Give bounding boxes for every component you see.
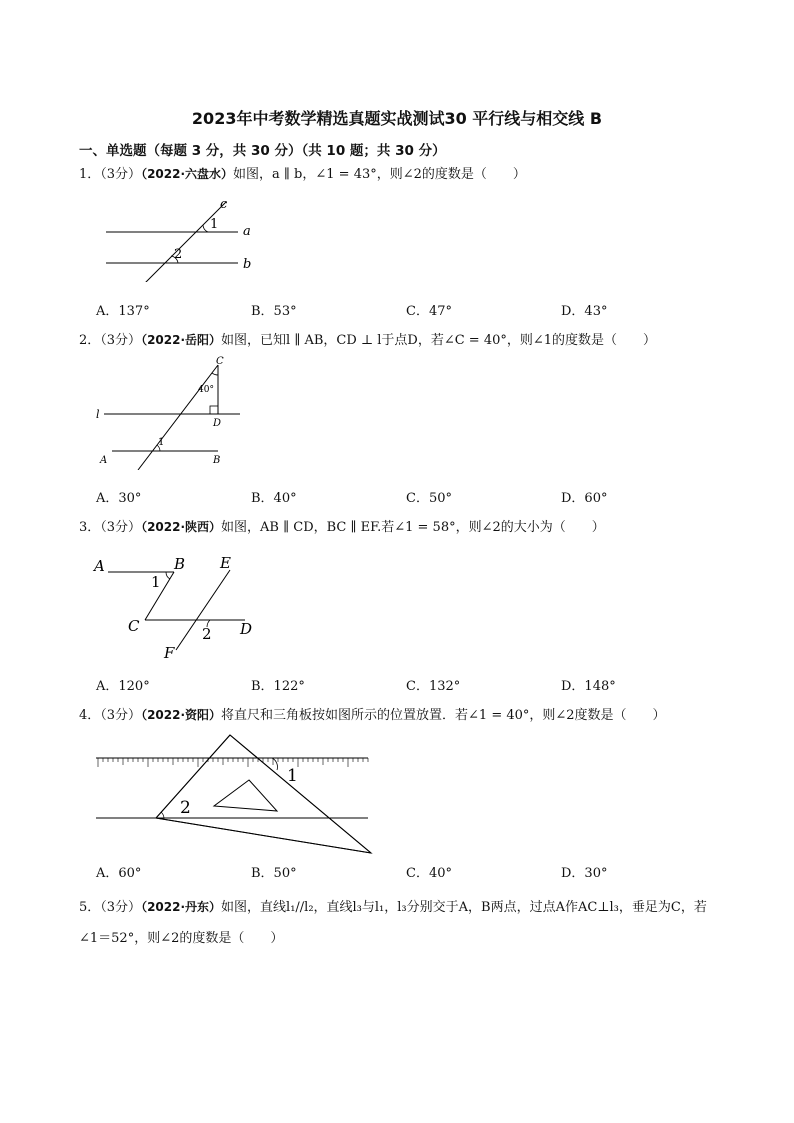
options-q1	[96, 300, 716, 320]
options-q4	[96, 862, 716, 882]
question-text: 如图，已知l ∥ AB，CD ⊥ l于点D，若∠C = 40°，则∠1的度数是（ ）	[221, 333, 657, 348]
label-C: C	[128, 617, 140, 635]
label-F: F	[164, 644, 175, 662]
question-source: （2022·岳阳）	[141, 333, 222, 347]
question-4	[79, 704, 724, 727]
label-D: D	[240, 620, 253, 638]
label-c: c	[220, 197, 228, 212]
question-text: 将直尺和三角板按如图所示的位置放置．若∠1 = 40°，则∠2度数是（ ）	[221, 708, 666, 723]
label-B: B	[213, 455, 221, 466]
figure-q4	[94, 732, 376, 858]
option-a[interactable]: A．137°	[96, 304, 150, 319]
label-D: D	[213, 418, 222, 429]
page-title: 2023年中考数学精选真题实战测试30 平行线与相交线 B	[191, 109, 603, 128]
options-q3	[96, 675, 716, 695]
question-1	[79, 163, 724, 186]
question-number: 5．	[79, 900, 101, 915]
question-text: 如图，a ∥ b，∠1 = 43°，则∠2的度数是（ ）	[233, 167, 526, 182]
label-angle-2: 2	[180, 798, 191, 818]
option-d[interactable]: D．43°	[561, 304, 608, 319]
label-l: l	[96, 408, 100, 421]
question-source: （2022·丹东）	[141, 900, 222, 914]
section-heading: 一、单选题（每题 3 分，共 30 分）（共 10 题；共 30 分）	[79, 143, 446, 159]
figure-q1	[96, 192, 266, 282]
option-a[interactable]: A．120°	[96, 679, 150, 694]
label-angle-1: 1	[158, 437, 165, 448]
question-source: （2022·六盘水）	[141, 167, 234, 181]
option-c[interactable]: C．50°	[406, 491, 452, 506]
option-d[interactable]: D．30°	[561, 866, 608, 881]
label-angle-2: 2	[174, 247, 183, 262]
label-angle-1: 1	[210, 217, 219, 232]
question-2	[79, 329, 724, 352]
label-angle-1: 1	[287, 766, 298, 786]
label-A: A	[94, 557, 105, 575]
label-a: a	[243, 224, 251, 239]
question-3	[79, 516, 724, 539]
option-b[interactable]: B．40°	[251, 491, 297, 506]
option-b[interactable]: B．50°	[251, 866, 297, 881]
question-text: 如图，AB ∥ CD，BC ∥ EF.若∠1 = 58°，则∠2的大小为（ ）	[221, 520, 605, 535]
option-d[interactable]: D．60°	[561, 491, 608, 506]
question-5	[79, 892, 724, 954]
label-b: b	[243, 257, 252, 272]
option-a[interactable]: A．60°	[96, 866, 142, 881]
option-c[interactable]: C．40°	[406, 866, 452, 881]
label-E: E	[220, 554, 231, 572]
label-A: A	[100, 455, 108, 466]
question-number: 1．	[79, 167, 101, 182]
question-number: 3．	[79, 520, 101, 535]
label-B: B	[174, 555, 186, 573]
label-C: C	[216, 356, 224, 367]
question-number: 2．	[79, 333, 101, 348]
figure-q3	[90, 550, 265, 665]
question-number: 4．	[79, 708, 101, 723]
label-angle-2: 2	[202, 625, 212, 643]
option-b[interactable]: B．53°	[251, 304, 297, 319]
question-score: （3分）	[100, 708, 142, 723]
question-score: （3分）	[100, 167, 142, 182]
question-text: 如图，直线l₁//l₂，直线l₃与l₁，l₃分别交于A，B两点，过点A作AC⊥l₃，垂足为C，若∠1＝52°，则∠2的度数是（ ）	[79, 900, 707, 946]
option-c[interactable]: C．47°	[406, 304, 452, 319]
figure-q2	[90, 355, 250, 470]
option-d[interactable]: D．148°	[561, 679, 616, 694]
label-angle-1: 1	[151, 573, 161, 591]
question-score: （3分）	[100, 520, 142, 535]
option-a[interactable]: A．30°	[96, 491, 142, 506]
options-q2	[96, 487, 716, 507]
option-c[interactable]: C．132°	[406, 679, 461, 694]
label-angle-40: 40°	[198, 385, 214, 395]
question-source: （2022·陕西）	[141, 520, 222, 534]
question-score: （3分）	[100, 333, 142, 348]
question-score: （3分）	[100, 900, 142, 915]
question-source: （2022·资阳）	[141, 708, 222, 722]
option-b[interactable]: B．122°	[251, 679, 305, 694]
